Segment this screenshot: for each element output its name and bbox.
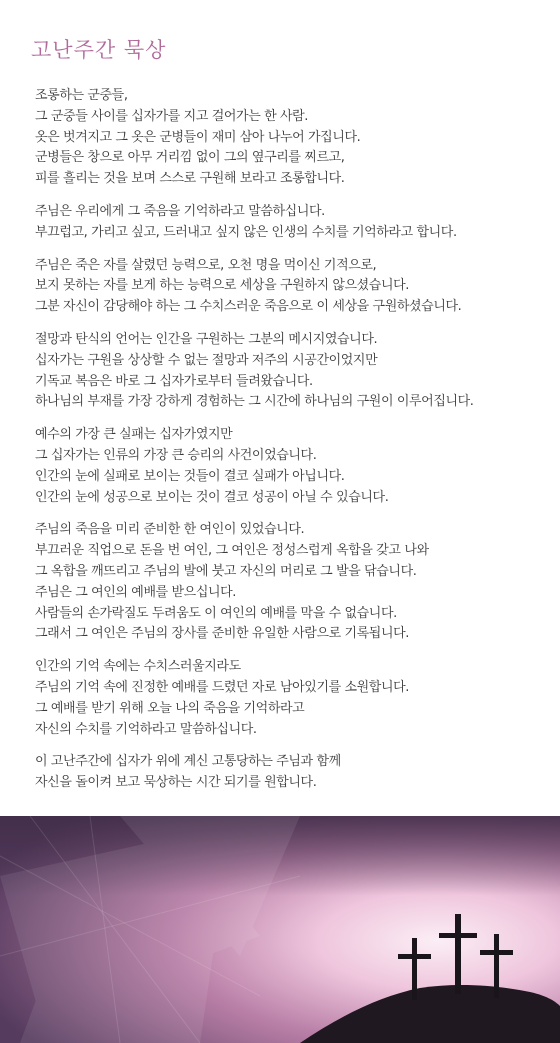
text-line: 그 십자가는 인류의 가장 큰 승리의 사건이었습니다. xyxy=(35,447,317,463)
text-line: 절망과 탄식의 언어는 인간을 구원하는 그분의 메시지였습니다. xyxy=(35,331,378,347)
text-line: 옷은 벗겨지고 그 옷은 군병들이 재미 삼아 나누어 가집니다. xyxy=(35,129,361,145)
text-line: 피를 흘리는 것을 보며 스스로 구원해 보라고 조롱합니다. xyxy=(35,171,345,187)
paragraph xyxy=(35,425,535,508)
text-line: 주님은 우리에게 그 죽음을 기억하라고 말씀하십니다. xyxy=(35,203,325,219)
page-title: 고난주간 묵상 xyxy=(31,38,167,62)
paragraph xyxy=(35,86,535,190)
paragraph xyxy=(35,657,535,740)
text-line: 그 옥합을 깨뜨리고 주님의 발에 붓고 자신의 머리로 그 발을 닦습니다. xyxy=(35,563,417,579)
text-line: 인간의 기억 속에는 수치스러울지라도 xyxy=(35,659,241,675)
crosses-banner xyxy=(0,816,560,1043)
text-line: 부끄럽고, 가리고 싶고, 드러내고 싶지 않은 인생의 수치를 기억하라고 합니다. xyxy=(35,224,457,240)
paragraph xyxy=(35,202,535,244)
text-line: 인간의 눈에 실패로 보이는 것들이 결코 실패가 아닙니다. xyxy=(35,468,345,484)
text-line: 예수의 가장 큰 실패는 십자가였지만 xyxy=(35,427,233,443)
text-line: 주님은 그 여인의 예배를 받으십니다. xyxy=(35,584,237,600)
three-crosses-on-hill-icon xyxy=(0,816,560,1043)
text-line: 주님의 기억 속에 진정한 예배를 드렸던 자로 남아있기를 소원합니다. xyxy=(35,679,410,695)
text-line: 보지 못하는 자를 보게 하는 능력으로 세상을 구원하지 않으셨습니다. xyxy=(35,278,410,294)
text-line: 그 예배를 받기 위해 오늘 나의 죽음을 기억하라고 xyxy=(35,700,305,716)
text-line: 하나님의 부재를 가장 강하게 경험하는 그 시간에 하나님의 구원이 이루어집니다. xyxy=(35,394,474,410)
text-line: 조롱하는 군중들, xyxy=(35,88,128,103)
text-line: 십자가는 구원을 상상할 수 없는 절망과 저주의 시공간이었지만 xyxy=(35,352,378,368)
text-line: 그래서 그 여인은 주님의 장사를 준비한 유일한 사람으로 기록됩니다. xyxy=(35,626,410,642)
meditation-text xyxy=(35,86,535,806)
text-line: 자신을 돌이켜 보고 묵상하는 시간 되기를 원합니다. xyxy=(35,775,317,791)
paragraph xyxy=(35,330,535,413)
text-line: 그분 자신이 감당해야 하는 그 수치스러운 죽음으로 이 세상을 구원하셨습니다. xyxy=(35,299,462,315)
text-line: 사람들의 손가락질도 두려움도 이 여인의 예배를 막을 수 없습니다. xyxy=(35,605,397,621)
text-line: 부끄러운 직업으로 돈을 번 여인, 그 여인은 정성스럽게 옥합을 갖고 나와 xyxy=(35,543,429,559)
text-line: 주님의 죽음을 미리 준비한 한 여인이 있었습니다. xyxy=(35,522,305,538)
text-line: 그 군중들 사이를 십자가를 지고 걸어가는 한 사람. xyxy=(35,108,309,124)
paragraph xyxy=(35,752,535,794)
text-line: 인간의 눈에 성공으로 보이는 것이 결코 성공이 아닐 수 있습니다. xyxy=(35,489,389,505)
text-line: 기독교 복음은 바로 그 십자가로부터 들려왔습니다. xyxy=(35,373,313,389)
text-line: 이 고난주간에 십자가 위에 계신 고통당하는 주님과 함께 xyxy=(35,754,341,770)
text-line: 자신의 수치를 기억하라고 말씀하십니다. xyxy=(35,721,257,737)
text-line: 주님은 죽은 자를 살렸던 능력으로, 오천 명을 먹이신 기적으로, xyxy=(35,257,377,273)
text-line: 군병들은 창으로 아무 거리낌 없이 그의 옆구리를 찌르고, xyxy=(35,150,345,166)
paragraph xyxy=(35,256,535,318)
paragraph xyxy=(35,520,535,645)
